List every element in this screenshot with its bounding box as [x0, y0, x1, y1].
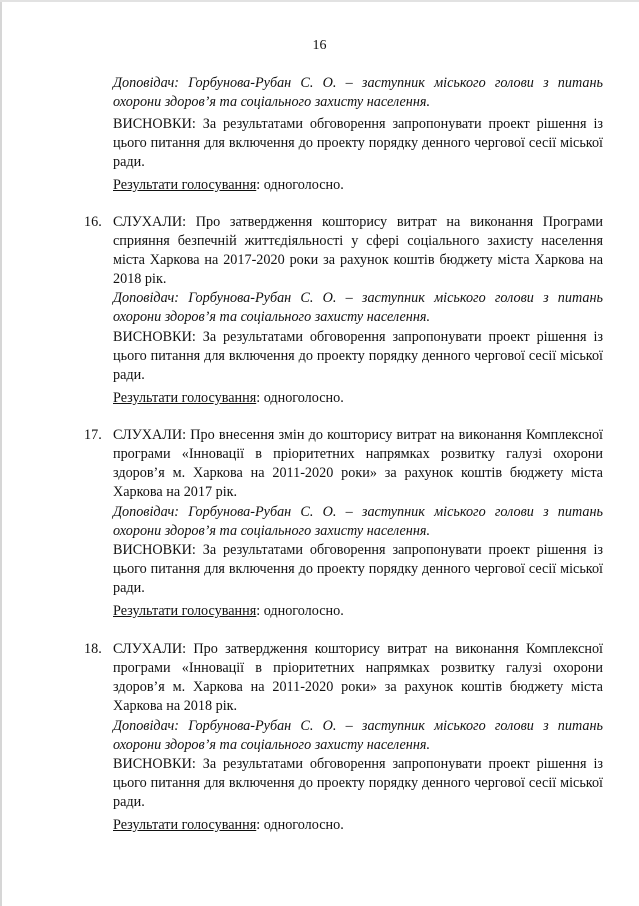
vote-value: : одноголосно.	[256, 177, 344, 193]
vote-value: : одноголосно.	[256, 603, 344, 619]
page-number: 16	[312, 38, 327, 53]
item-number-17: 17.	[84, 427, 102, 443]
vote-paragraph-prev	[113, 176, 603, 195]
heard-text: Про затвердження кошторису витрат на виконання Комплексної програми «Інновації в пріоритетних напрямках розвитку галузі охорони здоров’я м. Харкова на 2011-2020 роки» за рахунок коштів бюджету міста Харкова на 2018 рік.	[113, 641, 603, 714]
reporter-label: Доповідач:	[113, 75, 179, 91]
vote-value: : одноголосно.	[256, 817, 344, 833]
vote-label: Результати голосування	[113, 390, 257, 406]
heard-text: Про затвердження кошторису витрат на виконання Програми сприяння безпечній життєдіяльності у сфері соціального захисту населення міста Харкова на 2017-2020 роки за рахунок коштів бюджету міста Харкова на 2018 рік.	[113, 214, 604, 287]
reporter-label: Доповідач:	[113, 718, 179, 734]
conclusions-text: За результатами обговорення запропонувати проект рішення із цього питання для включення до проекту порядку денного чергової сесії міської ради.	[113, 329, 604, 383]
reporter-text: Горбунова-Рубан С. О. – заступник міського голови з питань охорони здоров’я та соціального захисту населення.	[113, 504, 604, 539]
vote-label: Результати голосування	[113, 603, 257, 619]
reporter-paragraph-prev	[113, 74, 603, 112]
vote-value: : одноголосно.	[256, 390, 344, 406]
conclusions-paragraph-prev	[113, 115, 603, 172]
conclusions-label: ВИСНОВКИ:	[113, 756, 196, 772]
conclusions-text: За результатами обговорення запропонувати проект рішення із цього питання для включення до проекту порядку денного чергової сесії міської ради.	[113, 116, 604, 170]
reporter-paragraph-17	[113, 503, 603, 541]
reporter-paragraph-18	[113, 717, 603, 755]
conclusions-label: ВИСНОВКИ:	[113, 116, 196, 132]
heard-text: Про внесення змін до кошторису витрат на виконання Комплексної програми «Інновації в пріоритетних напрямках розвитку галузі охорони здоров’я м. Харкова на 2011-2020 роки» за рахунок коштів бюджету міста Харкова на 2017 рік.	[113, 427, 604, 500]
reporter-text: Горбунова-Рубан С. О. – заступник міського голови з питань охорони здоров’я та соціального захисту населення.	[113, 75, 604, 110]
vote-label: Результати голосування	[113, 817, 257, 833]
vote-label: Результати голосування	[113, 177, 257, 193]
conclusions-text: За результатами обговорення запропонувати проект рішення із цього питання для включення до проекту порядку денного чергової сесії міської ради.	[113, 756, 604, 810]
reporter-label: Доповідач:	[113, 504, 179, 520]
conclusions-label: ВИСНОВКИ:	[113, 329, 196, 345]
scan-edge-top	[0, 0, 639, 2]
conclusions-label: ВИСНОВКИ:	[113, 542, 196, 558]
heard-label: СЛУХАЛИ:	[113, 214, 187, 230]
reporter-label: Доповідач:	[113, 290, 179, 306]
heard-label: СЛУХАЛИ:	[113, 641, 187, 657]
conclusions-paragraph-18	[113, 755, 603, 812]
conclusions-paragraph-17	[113, 541, 603, 598]
item-number-16: 16.	[84, 214, 102, 230]
conclusions-text: За результатами обговорення запропонувати проект рішення із цього питання для включення до проекту порядку денного чергової сесії міської ради.	[113, 542, 604, 596]
heard-paragraph-16	[113, 213, 603, 289]
item-number-18: 18.	[84, 641, 102, 657]
reporter-text: Горбунова-Рубан С. О. – заступник міського голови з питань охорони здоров’я та соціального захисту населення.	[113, 718, 604, 753]
reporter-paragraph-16	[113, 289, 603, 327]
heard-paragraph-17	[113, 426, 603, 502]
conclusions-paragraph-16	[113, 328, 603, 385]
vote-paragraph-17	[113, 602, 603, 621]
scan-edge-left	[0, 0, 2, 906]
heard-paragraph-18	[113, 640, 603, 716]
vote-paragraph-16	[113, 389, 603, 408]
heard-label: СЛУХАЛИ:	[113, 427, 187, 443]
vote-paragraph-18	[113, 816, 603, 835]
reporter-text: Горбунова-Рубан С. О. – заступник міського голови з питань охорони здоров’я та соціального захисту населення.	[113, 290, 604, 325]
